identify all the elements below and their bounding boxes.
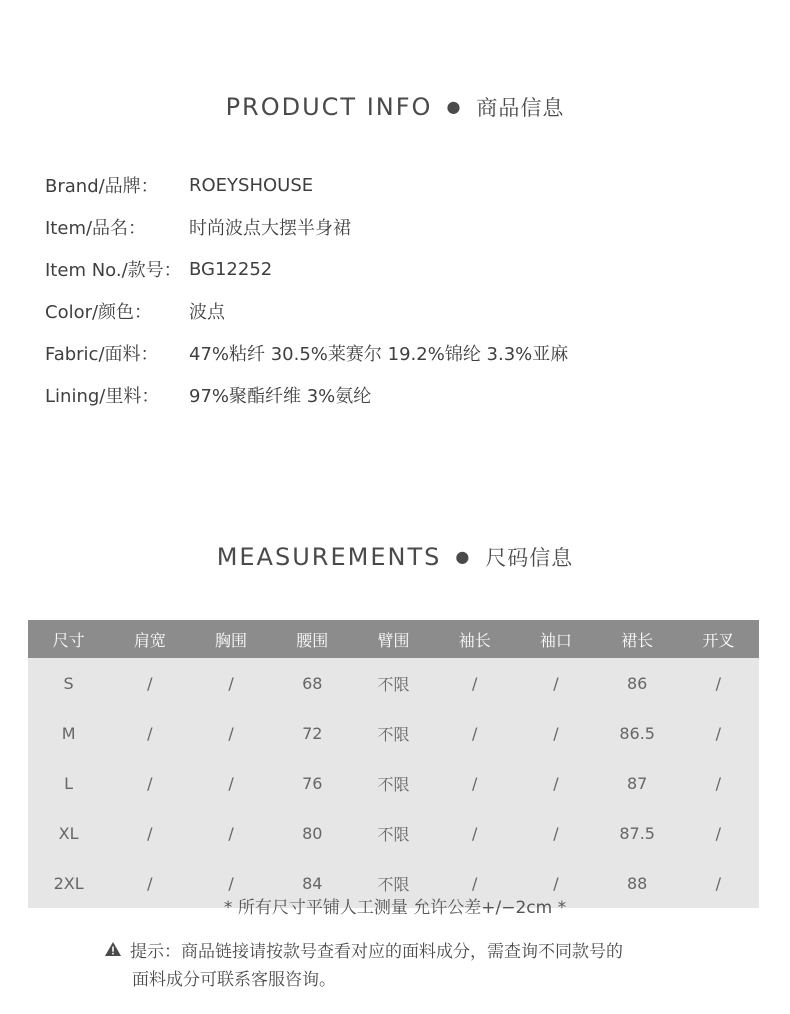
product-info-list: [45, 164, 568, 416]
table-cell: /: [190, 808, 271, 858]
table-cell: XL: [28, 808, 109, 858]
table-cell: 68: [272, 658, 353, 708]
table-cell: 84: [272, 858, 353, 908]
tip-text-1: 提示：商品链接请按款号查看对应的面料成分，需查询不同款号的: [130, 942, 623, 962]
size-table-body: [28, 658, 759, 908]
table-cell: 88: [597, 858, 678, 908]
table-cell: /: [190, 658, 271, 708]
table-cell: 87: [597, 758, 678, 808]
table-header-cell: 臂围: [353, 620, 434, 658]
table-cell: 87.5: [597, 808, 678, 858]
table-header-cell: 腰围: [272, 620, 353, 658]
table-cell: /: [434, 808, 515, 858]
table-cell: /: [434, 858, 515, 908]
info-value: 47%粘纤 30.5%莱赛尔 19.2%锦纶 3.3%亚麻: [189, 344, 569, 365]
table-cell: /: [109, 658, 190, 708]
table-cell: /: [515, 758, 596, 808]
info-row-item-no: [45, 248, 568, 290]
title-separator-dot: ●: [446, 97, 463, 116]
warning-icon: [104, 938, 124, 966]
product-info-title-zh: 商品信息: [476, 96, 565, 120]
table-cell: 86.5: [597, 708, 678, 758]
table-cell: 不限: [353, 658, 434, 708]
info-value: 97%聚酯纤维 3%氨纶: [189, 386, 372, 407]
table-cell: /: [109, 808, 190, 858]
tip-notice: [104, 938, 724, 994]
table-cell: /: [678, 658, 759, 708]
table-cell: 不限: [353, 808, 434, 858]
info-label: Fabric/面料：: [45, 344, 159, 365]
table-cell: 76: [272, 758, 353, 808]
table-cell: 80: [272, 808, 353, 858]
table-cell: /: [190, 708, 271, 758]
table-cell: /: [190, 758, 271, 808]
table-cell: M: [28, 708, 109, 758]
info-label: Color/颜色：: [45, 302, 153, 323]
table-row: [28, 708, 759, 758]
size-table-header: [28, 620, 759, 658]
table-header-cell: 尺寸: [28, 620, 109, 658]
info-label: Brand/品牌：: [45, 176, 159, 197]
table-row: [28, 808, 759, 858]
info-row-brand: [45, 164, 568, 206]
info-value: BG12252: [189, 258, 273, 280]
measurements-title: [0, 542, 790, 572]
measurement-note: * 所有尺寸平铺人工测量 允许公差+/−2cm *: [223, 898, 567, 918]
table-cell: /: [515, 858, 596, 908]
table-cell: /: [515, 658, 596, 708]
info-value: ROEYSHOUSE: [189, 174, 314, 196]
info-value: 时尚波点大摆半身裙: [189, 218, 351, 239]
table-cell: /: [515, 808, 596, 858]
table-header-cell: 裙长: [597, 620, 678, 658]
table-cell: /: [434, 658, 515, 708]
measurements-title-zh: 尺码信息: [485, 546, 574, 570]
info-label: Lining/里料：: [45, 386, 160, 407]
tip-text-2: 面料成分可联系客服咨询。: [132, 970, 336, 990]
info-row-lining: [45, 374, 568, 416]
table-cell: /: [109, 758, 190, 808]
info-label: Item No./款号：: [45, 260, 182, 281]
table-cell: 2XL: [28, 858, 109, 908]
table-cell: /: [190, 858, 271, 908]
measurements-title-en: MEASUREMENTS: [216, 543, 442, 571]
table-cell: /: [515, 708, 596, 758]
table-cell: L: [28, 758, 109, 808]
table-header-cell: 袖口: [515, 620, 596, 658]
table-cell: 不限: [353, 708, 434, 758]
info-label: Item/品名：: [45, 218, 147, 239]
info-value: 波点: [189, 302, 225, 323]
table-cell: /: [678, 708, 759, 758]
table-header-cell: 胸围: [190, 620, 271, 658]
table-header-cell: 肩宽: [109, 620, 190, 658]
table-header-cell: 开叉: [678, 620, 759, 658]
table-cell: /: [678, 858, 759, 908]
info-row-color: [45, 290, 568, 332]
table-cell: /: [678, 758, 759, 808]
table-cell: 86: [597, 658, 678, 708]
table-header-cell: 袖长: [434, 620, 515, 658]
product-info-title: [0, 92, 790, 122]
table-cell: /: [434, 708, 515, 758]
table-row: [28, 658, 759, 708]
size-table-container: [28, 620, 759, 908]
title-separator-dot: ●: [455, 547, 472, 566]
table-cell: 不限: [353, 758, 434, 808]
table-cell: /: [109, 858, 190, 908]
table-cell: 72: [272, 708, 353, 758]
tip-line-1: [104, 938, 724, 966]
info-row-item: [45, 206, 568, 248]
size-table: [28, 620, 759, 908]
table-cell: /: [109, 708, 190, 758]
table-row: [28, 758, 759, 808]
table-cell: /: [434, 758, 515, 808]
product-info-title-en: PRODUCT INFO: [225, 93, 433, 121]
table-cell: /: [678, 808, 759, 858]
info-row-fabric: [45, 332, 568, 374]
table-cell: S: [28, 658, 109, 708]
table-cell: 不限: [353, 858, 434, 908]
